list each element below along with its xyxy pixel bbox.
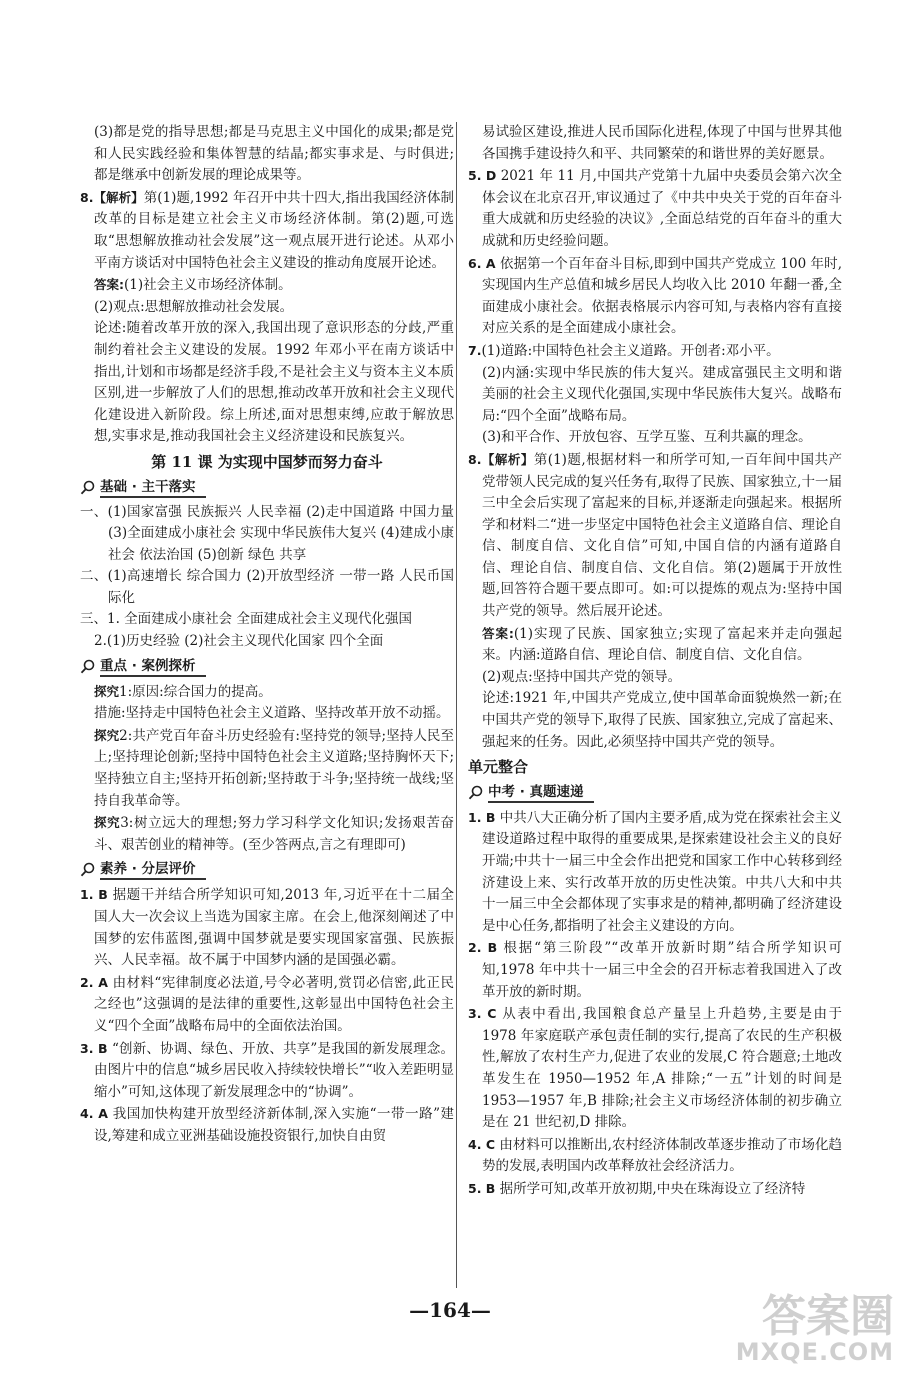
section-header-literacy [80,859,454,881]
section-title: 素养 · 分层评价 [100,860,206,880]
page-number: —164— [409,1298,491,1322]
question-explanation: 2021 年 11 月,中国共产党第十九届中央委员会第六次全体会议在北京召开,审议通过了《中共中央关于党的百年奋斗重大成就和历史经验的决议》,全面总结党的百年奋斗的重大成就和历史经验问题。 [482,168,842,249]
inquiry-1 [80,681,454,704]
basic-2: 二、(1)高速增长 综合国力 (2)开放型经济 一带一路 人民币国际化 [80,568,454,606]
magnifier-icon [468,785,484,801]
literacy-q2 [80,972,454,1038]
question-explanation: 根据“第三阶段”“改革开放新时期”结合所学知识可知,1978 年中共十一届三中全会的召开标志着我国进入了改革开放的新时期。 [482,940,843,1000]
basic-1: 一、(1)国家富强 民族振兴 人民幸福 (2)走中国道路 中国力量 (3)全面建成小康社会 实现中华民族伟大复兴 (4)建成小康社会 依法治国 (5)创新 绿色 共享 [80,503,454,563]
inquiry-text: 2:共产党百年奋斗历史经验有:坚持党的领导;坚持人民至上;坚持理论创新;坚持中国特色社会主义道路;坚持胸怀天下;坚持独立自主;坚持开拓创新;坚持敢于斗争;坚持统一战线;坚持自我革命等。 [94,727,454,809]
literacy-q4-continued: 易试验区建设,推进人民币国际化进程,体现了中国与世界其他各国携手建设持久和平、共同繁荣的和谐世界的美好愿景。 [482,124,842,162]
analysis-tag: 【解析】 [93,189,144,205]
literacy-q1 [80,884,454,971]
right-column [468,122,842,1201]
question-explanation: “创新、协调、绿色、开放、共享”是我国的新发展理念。由图片中的信息“城乡居民收入持续较快增长”“收入差距明显缩小”可知,这体现了新发展理念中的“协调”。 [94,1040,454,1100]
question-explanation: (1)道路:中国特色社会主义道路。开创者:邓小平。 [481,342,780,359]
question-number: 2. B [468,940,498,956]
section-title: 基础 · 主干落实 [100,478,206,498]
literacy-q8-discussion: 论述:1921 年,中国共产党成立,使中国革命面貌焕然一新;在中国共产党的领导下,取得了民族、国家独立,完成了富起来、强起来的任务。因此,必须坚持中国共产党的领导。 [482,690,842,750]
question-explanation: 由材料“宪律制度必法道,号令必著明,赏罚必信密,此正民之经也”这强调的是法律的重要性,这彰显出中国特色社会主义“四个全面”战略布局中的全面依法治国。 [94,974,454,1034]
question-number: 7. [468,342,482,358]
analysis-tag: 【解析】 [481,451,534,467]
magnifier-icon [80,480,96,496]
section-header-basic [80,477,454,499]
literacy-q3 [80,1038,454,1104]
question-explanation: 据题干并结合所学知识可知,2013 年,习近平在十二届全国人大一次会议上当选为国家主席。在会上,他深刻阐述了中国梦的宏伟蓝图,强调中国梦就是要实现国家富强、民族振兴、人民幸福。故不属于中国梦内涵的是国强必霸。 [94,887,454,969]
section-header-exam [468,782,842,804]
question-explanation: 由材料可以推断出,农村经济体制改革逐步推动了市场化趋势的发展,表明国内改革释放社会经济活力。 [482,1136,842,1175]
question-number: 5. D [468,168,497,184]
answer-7-3: (3)都是党的指导思想;都是马克思主义中国化的成果;都是党和人民实践经验和集体智慧的结晶;都实事求是、与时俱进;都是继承中创新发展的理论成果等。 [94,124,454,184]
exam-q1 [468,807,842,938]
literacy-q4 [80,1103,454,1147]
exam-q5 [468,1178,842,1201]
page-number-value: 164 [429,1298,471,1322]
answer-text: (1)社会主义市场经济体制。 [124,277,292,294]
literacy-q8-answer [468,623,842,667]
section-title: 重点 · 案例探析 [100,657,206,677]
section-title: 中考 · 真题速递 [488,783,594,803]
inquiry-2 [80,725,454,812]
answer-tag: 答案: [94,277,124,293]
basic-4: 2.(1)历史经验 (2)社会主义现代化国家 四个全面 [94,633,384,650]
question-explanation: 中共八大正确分析了国内主要矛盾,成为党在探索社会主义建设道路过程中取得的重要成果,是探索建设社会主义的良好开端;中共十一届三中全会作出把党和国家工作中心转移到经济建设上来、实行改革开放的历史性决策。中共八大和中共十一届三中全会都体现了实事求是的精神,都明确了经济建设是中心任务,都指明了社会主义建设的方向。 [482,809,843,934]
question-number: 4. A [80,1106,108,1122]
inquiry-text: 1:原因:综合国力的提高。 [119,683,272,700]
basic-3: 三、1. 全面建成小康社会 全面建成社会主义现代化强国 [80,611,412,628]
question-explanation: 我国加快构建开放型经济新体制,深入实施“一带一路”建设,筹建和成立亚洲基础设施投资银行,加快自由贸 [94,1106,454,1144]
literacy-q7-2: (2)内涵:实现中华民族的伟大复兴。建成富强民主文明和谐美丽的社会主义现代化强国,实现中华民族伟大复兴。战略布局:“四个全面”战略布局。 [482,364,842,424]
question-number: 2. A [80,974,108,990]
literacy-q8-analysis [468,449,842,623]
column-divider [456,122,457,1288]
question-number: 8. [468,451,482,467]
question-explanation: 依据第一个百年奋斗目标,即到中国共产党成立 100 年时,实现国内生产总值和城乡居民人均收入比 2010 年翻一番,全面建成小康社会。依据表格展示内容可知,与表格内容有直接对应关系的是全面建成小康社会。 [482,255,842,337]
literacy-q8-point: (2)观点:坚持中国共产党的领导。 [482,668,682,685]
magnifier-icon [80,862,96,878]
inquiry-tag: 探究 [94,815,121,831]
inquiry-1-measures: 措施:坚持走中国特色社会主义道路、坚持改革开放不动摇。 [94,705,450,722]
lesson-title: 第 11 课 为实现中国梦而努力奋斗 [151,452,383,471]
analysis-text: 第(1)题,1992 年召开中共十四大,指出我国经济体制改革的目标是建立社会主义市场经济体制。第(2)题,可选取“思想解放推动社会发展”这一观点展开进行论述。从邓小平南方谈话对中国特色社会主义建设的推动角度展开论述。 [94,189,454,271]
unit-title: 单元整合 [468,758,529,777]
question-number: 6. A [468,255,496,271]
analysis-text: 第(1)题,根据材料一和所学可知,一百年间中国共产党带领人民完成的复兴任务有,取得了民族、国家独立,十一届三中全会后实现了富起来的目标,并逐渐走向强起来。根据所学和材料二“进一步坚定中国特色社会主义道路自信、理论自信、制度自信、文化自信”可知,中国自信的内涵有道路自信、理论自信、制度自信、文化自信。第(2)题属于开放性题,回答符合题干要点即可。如:可以提炼的观点为:坚持中国共产党的领导。然后展开论述。 [482,451,842,620]
left-column [80,122,454,1148]
inquiry-text: 3:树立远大的理想;努力学习科学文化知识;发扬艰苦奋斗、艰苦创业的精神等。(至少答两点,言之有理即可) [94,815,454,853]
question-number: 3. C [468,1006,497,1022]
question-number: 1. B [80,887,108,903]
literacy-q7-3: (3)和平合作、开放包容、互学互鉴、互利共赢的理念。 [482,429,812,446]
exam-q3 [468,1003,842,1134]
inquiry-3 [80,812,454,856]
watermark [714,1292,894,1384]
answer-tag: 答案: [482,625,514,641]
question-explanation: 从表中看出,我国粮食总产量呈上升趋势,主要是由于 1978 年家庭联产承包责任制的实行,提高了农民的生产积极性,解放了农村生产力,促进了农业的发展,C 符合题意;土地改革发生在 1950—1952 年,A 排除;“一五”计划的时间是 1953—1957 年,B 排除;社会主义市场经济体制的初步确立是在 21 世纪初,D 排除。 [482,1006,842,1131]
question-number: 5. B [468,1180,496,1196]
exam-q4 [468,1134,842,1178]
question-number: 4. C [468,1136,496,1152]
exam-q2 [468,937,842,1003]
literacy-q5 [468,165,842,252]
literacy-q6 [468,253,842,340]
question-number: 3. B [80,1040,108,1056]
inquiry-tag: 探究 [94,727,120,743]
question-explanation: 据所学可知,改革开放初期,中央在珠海设立了经济特 [499,1180,806,1197]
answer-8-point: (2)观点:思想解放推动社会发展。 [94,298,294,315]
answer-8-analysis [80,187,454,274]
section-header-focus [80,656,454,678]
magnifier-icon [80,659,96,675]
answer-text: (1)实现了民族、国家独立;实现了富起来并走向强起来。内涵:道路自信、理论自信、制度自信、文化自信。 [482,625,843,664]
watermark-url: MXQE.COM [735,1338,894,1366]
question-number: 8. [80,189,94,205]
question-number: 1. B [468,809,496,825]
inquiry-tag: 探究 [94,683,120,699]
answer-8-discussion: 论述:随着改革开放的深入,我国出现了意识形态的分歧,严重制约着社会主义建设的发展。1992 年邓小平在南方谈话中指出,计划和市场都是经济手段,不是社会主义与资本主义本质区别,进一步解放了人们的思想,推动改革开放和社会主义现代化建设进入新阶段。综上所述,面对思想束缚,应敢于解放思想,实事求是,推动我国社会主义经济建设和民族复兴。 [94,320,454,445]
answer-8-answer [80,274,454,297]
literacy-q7 [468,340,842,363]
watermark-logo: 答案圈 [762,1291,894,1342]
